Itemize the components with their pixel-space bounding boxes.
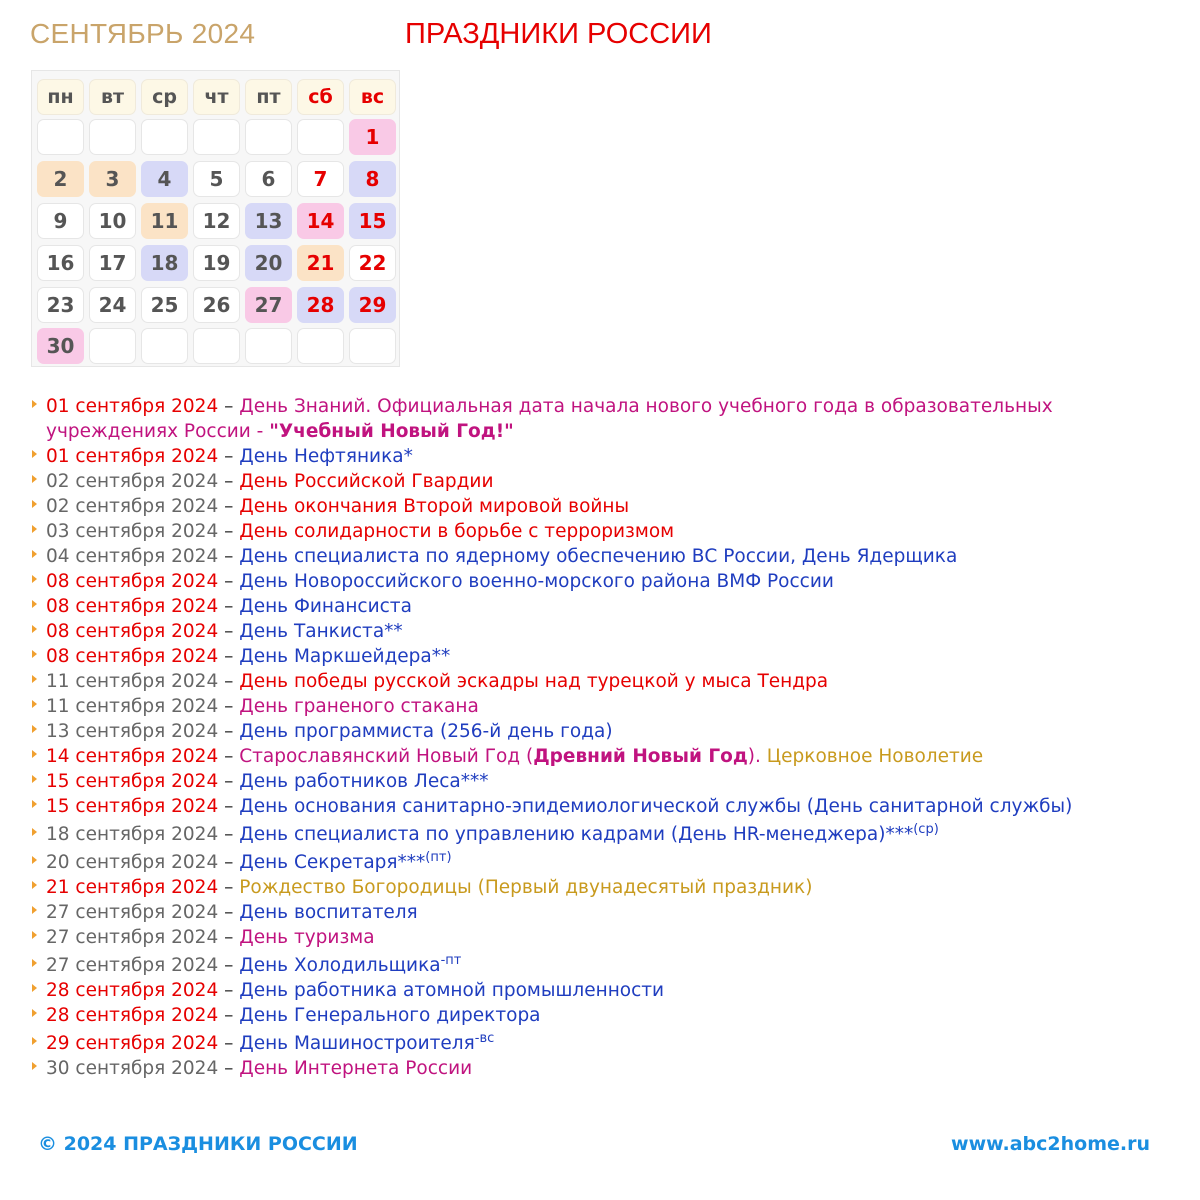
holiday-item: [30, 1031, 1180, 1056]
holiday-date: 18 сентября 2024: [46, 824, 219, 845]
holiday-item: [30, 1056, 1180, 1081]
holiday-date: 03 сентября 2024: [46, 521, 219, 542]
date-separator: –: [218, 852, 240, 873]
calendar-empty-cell: [297, 328, 344, 364]
calendar-day[interactable]: 10: [89, 203, 136, 239]
calendar-empty-cell: [193, 119, 240, 155]
holiday-date: 01 сентября 2024: [46, 396, 219, 417]
holiday-name: День программиста (256-й день года): [239, 721, 613, 742]
holiday-date: 04 сентября 2024: [46, 546, 219, 567]
date-separator: –: [218, 646, 240, 667]
calendar-week-row: [37, 161, 396, 197]
holiday-date: 27 сентября 2024: [46, 927, 219, 948]
holiday-date: 21 сентября 2024: [46, 877, 219, 898]
holiday-date: 30 сентября 2024: [46, 1058, 219, 1079]
date-separator: –: [218, 571, 240, 592]
holiday-date: 11 сентября 2024: [46, 696, 219, 717]
calendar-day[interactable]: 12: [193, 203, 240, 239]
holiday-name: День Нефтяника*: [239, 446, 413, 467]
holiday-item: [30, 769, 1180, 794]
date-separator: –: [218, 621, 240, 642]
date-separator: –: [218, 721, 240, 742]
holiday-date: 20 сентября 2024: [46, 852, 219, 873]
calendar-day[interactable]: 7: [297, 161, 344, 197]
holiday-date: 27 сентября 2024: [46, 955, 219, 976]
holiday-name: День основания санитарно-эпидемиологической службы (День санитарной службы): [239, 796, 1073, 817]
date-separator: –: [218, 546, 240, 567]
calendar-empty-cell: [89, 119, 136, 155]
holiday-name: Древний Новый Год: [533, 746, 748, 767]
weekday-header: сб: [297, 79, 344, 115]
calendar-day[interactable]: 24: [89, 287, 136, 323]
date-separator: –: [218, 1005, 240, 1026]
holiday-item: [30, 875, 1180, 900]
calendar-day[interactable]: 1: [349, 119, 396, 155]
holiday-item: [30, 822, 1180, 847]
holiday-date: 01 сентября 2024: [46, 446, 219, 467]
date-separator: –: [218, 396, 240, 417]
calendar-day[interactable]: 28: [297, 287, 344, 323]
calendar-empty-cell: [89, 328, 136, 364]
weekday-header: пт: [245, 79, 292, 115]
holiday-name: Церковное Новолетие: [766, 746, 984, 767]
calendar-empty-cell: [245, 328, 292, 364]
date-separator: –: [218, 902, 240, 923]
holiday-date: 02 сентября 2024: [46, 471, 219, 492]
holiday-item: [30, 925, 1180, 950]
holiday-name: День Генерального директора: [239, 1005, 541, 1026]
calendar-day[interactable]: 15: [349, 203, 396, 239]
calendar-day[interactable]: 20: [245, 245, 292, 281]
calendar-day[interactable]: 13: [245, 203, 292, 239]
calendar-empty-cell: [245, 119, 292, 155]
holiday-date: 13 сентября 2024: [46, 721, 219, 742]
holiday-note: (ср): [913, 821, 939, 837]
calendar-day[interactable]: 18: [141, 245, 188, 281]
weekday-header: вс: [349, 79, 396, 115]
calendar-day[interactable]: 25: [141, 287, 188, 323]
holiday-item: [30, 519, 1180, 544]
calendar-week-row: [37, 328, 396, 364]
calendar-day[interactable]: 16: [37, 245, 84, 281]
calendar-day[interactable]: 21: [297, 245, 344, 281]
holiday-name: День Знаний. Официальная дата начала нового учебного года в образовательных учреждениях России -: [46, 396, 1053, 442]
holiday-item: [30, 494, 1180, 519]
holiday-item: [30, 744, 1180, 769]
holiday-name: День Новороссийского военно-морского района ВМФ России: [239, 571, 834, 592]
date-separator: –: [218, 980, 240, 1001]
calendar-day[interactable]: 19: [193, 245, 240, 281]
holiday-date: 28 сентября 2024: [46, 1005, 219, 1026]
date-separator: –: [218, 446, 240, 467]
holiday-name: День Секретаря***: [239, 852, 426, 873]
month-calendar: [31, 70, 400, 367]
holiday-list: [30, 394, 1180, 1081]
holiday-name: День работника атомной промышленности: [239, 980, 665, 1001]
date-separator: –: [218, 1058, 240, 1079]
calendar-empty-cell: [193, 328, 240, 364]
holiday-name: День воспитателя: [239, 902, 418, 923]
date-separator: –: [218, 696, 240, 717]
holiday-item: [30, 444, 1180, 469]
holiday-date: 08 сентября 2024: [46, 646, 219, 667]
month-title: СЕНТЯБРЬ 2024: [30, 18, 256, 49]
holiday-item: [30, 644, 1180, 669]
holiday-item: [30, 1003, 1180, 1028]
calendar-day[interactable]: 17: [89, 245, 136, 281]
date-separator: –: [218, 521, 240, 542]
holiday-item: [30, 594, 1180, 619]
holiday-name: День окончания Второй мировой войны: [239, 496, 630, 517]
holiday-name: ).: [747, 746, 767, 767]
date-separator: –: [218, 596, 240, 617]
holiday-note: (пт): [425, 849, 452, 865]
holiday-item: [30, 544, 1180, 569]
calendar-day[interactable]: 5: [193, 161, 240, 197]
holiday-name: День Машиностроителя: [239, 1033, 475, 1054]
calendar-day[interactable]: 14: [297, 203, 344, 239]
calendar-day[interactable]: 27: [245, 287, 292, 323]
holiday-name: День победы русской эскадры над турецкой у мыса Тендра: [239, 671, 829, 692]
holiday-date: 08 сентября 2024: [46, 571, 219, 592]
calendar-day[interactable]: 30: [37, 328, 84, 364]
holiday-name: День туризма: [239, 927, 375, 948]
calendar-day[interactable]: 26: [193, 287, 240, 323]
date-separator: –: [218, 471, 240, 492]
weekday-header: пн: [37, 79, 84, 115]
holiday-name: День Маркшейдера**: [239, 646, 451, 667]
date-separator: –: [218, 671, 240, 692]
holiday-item: [30, 669, 1180, 694]
site-link[interactable]: www.abc2home.ru: [951, 1133, 1150, 1155]
holiday-name: День специалиста по управлению кадрами (День HR-менеджера)***: [239, 824, 914, 845]
calendar-day[interactable]: 2: [37, 161, 84, 197]
weekday-header-row: [37, 79, 396, 115]
calendar-week-row: [37, 287, 396, 323]
holiday-date: 08 сентября 2024: [46, 621, 219, 642]
calendar-empty-cell: [297, 119, 344, 155]
calendar-week-row: [37, 203, 396, 239]
date-separator: –: [218, 496, 240, 517]
holiday-item: [30, 978, 1180, 1003]
date-separator: –: [218, 877, 240, 898]
holiday-name: День Танкиста**: [239, 621, 403, 642]
holiday-item: [30, 469, 1180, 494]
calendar-week-row: [37, 245, 396, 281]
holiday-date: 27 сентября 2024: [46, 902, 219, 923]
date-separator: –: [218, 771, 240, 792]
holiday-item: [30, 569, 1180, 594]
holiday-item: [30, 719, 1180, 744]
holiday-date: 29 сентября 2024: [46, 1033, 219, 1054]
site-title: ПРАЗДНИКИ РОССИИ: [405, 18, 712, 50]
holiday-item: [30, 694, 1180, 719]
calendar-day[interactable]: 29: [349, 287, 396, 323]
holiday-date: 02 сентября 2024: [46, 496, 219, 517]
holiday-note: -вс: [474, 1030, 495, 1046]
calendar-day[interactable]: 9: [37, 203, 84, 239]
date-separator: –: [218, 1033, 240, 1054]
calendar-day[interactable]: 8: [349, 161, 396, 197]
holiday-name: "Учебный Новый Год!": [269, 421, 514, 442]
holiday-name: День работников Леса***: [239, 771, 489, 792]
date-separator: –: [218, 927, 240, 948]
calendar-empty-cell: [37, 119, 84, 155]
weekday-header: вт: [89, 79, 136, 115]
holiday-name: Старославянский Новый Год (: [239, 746, 534, 767]
calendar-week-row: [37, 119, 396, 155]
date-separator: –: [218, 824, 240, 845]
calendar-day[interactable]: 23: [37, 287, 84, 323]
holiday-name: День Финансиста: [239, 596, 412, 617]
weekday-header: ср: [141, 79, 188, 115]
holiday-item: [30, 953, 1180, 978]
holiday-item: [30, 619, 1180, 644]
date-separator: –: [218, 746, 240, 767]
holiday-name: День Российской Гвардии: [239, 471, 494, 492]
holiday-date: 11 сентября 2024: [46, 671, 219, 692]
holiday-date: 14 сентября 2024: [46, 746, 219, 767]
holiday-name: Рождество Богородицы (Первый двунадесятый праздник): [239, 877, 813, 898]
holiday-date: 28 сентября 2024: [46, 980, 219, 1001]
date-separator: –: [218, 955, 240, 976]
calendar-empty-cell: [141, 119, 188, 155]
weekday-header: чт: [193, 79, 240, 115]
holiday-item: [30, 850, 1180, 875]
calendar-day[interactable]: 11: [141, 203, 188, 239]
calendar-day[interactable]: 6: [245, 161, 292, 197]
calendar-empty-cell: [141, 328, 188, 364]
holiday-name: День граненого стакана: [239, 696, 479, 717]
holiday-date: 15 сентября 2024: [46, 796, 219, 817]
holiday-item: [30, 394, 1180, 444]
calendar-day[interactable]: 3: [89, 161, 136, 197]
holiday-note: -пт: [440, 952, 462, 968]
holiday-name: День специалиста по ядерному обеспечению ВС России, День Ядерщика: [239, 546, 958, 567]
holiday-name: День Холодильщика: [239, 955, 441, 976]
holiday-item: [30, 794, 1180, 819]
calendar-empty-cell: [349, 328, 396, 364]
holiday-name: День солидарности в борьбе с терроризмом: [239, 521, 675, 542]
holiday-date: 15 сентября 2024: [46, 771, 219, 792]
holiday-name: День Интернета России: [239, 1058, 473, 1079]
holiday-item: [30, 900, 1180, 925]
copyright-text: © 2024 ПРАЗДНИКИ РОССИИ: [38, 1133, 358, 1155]
holiday-date: 08 сентября 2024: [46, 596, 219, 617]
calendar-day[interactable]: 22: [349, 245, 396, 281]
calendar-day[interactable]: 4: [141, 161, 188, 197]
date-separator: –: [218, 796, 240, 817]
